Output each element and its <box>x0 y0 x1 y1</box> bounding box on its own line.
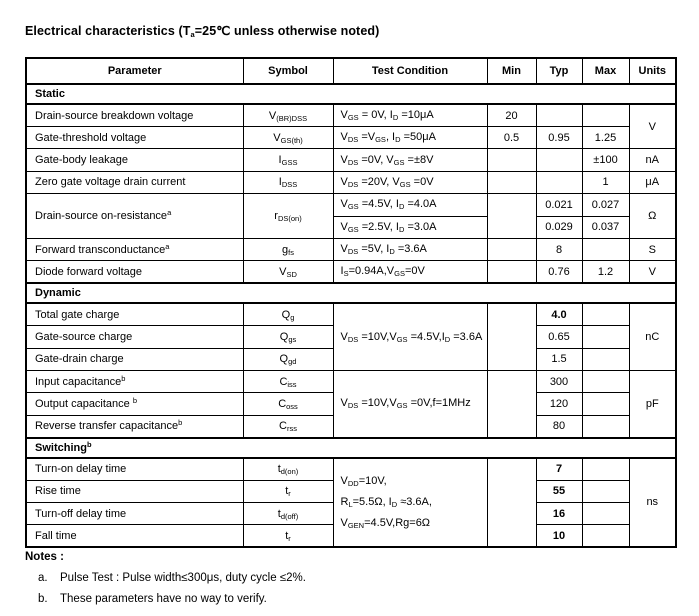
value-cell: 120 <box>536 393 582 415</box>
table-row <box>26 149 676 171</box>
value-cell <box>582 371 629 393</box>
value-cell <box>536 171 582 193</box>
value-cell: 1.2 <box>582 261 629 284</box>
symbol-cell: $V_{SD}$ <box>243 261 333 284</box>
param-cell: Total gate charge <box>26 303 243 325</box>
param-cell: Drain-source breakdown voltage <box>26 104 243 127</box>
table-row <box>26 261 676 284</box>
symbol-cell: $V_{GS(th)}$ <box>243 127 333 149</box>
value-cell: 0.65 <box>536 326 582 348</box>
param-cell: Reverse transfer capacitance$^b$ <box>26 415 243 437</box>
value-cell: 80 <box>536 415 582 437</box>
table-row <box>26 127 676 149</box>
notes-title: Notes : <box>25 551 64 563</box>
header-cell: Test Condition <box>333 58 487 84</box>
symbol-cell: $V_{(BR)DSS}$ <box>243 104 333 127</box>
symbol-cell: $C_{iss}$ <box>243 371 333 393</box>
header-cell: Max <box>582 58 629 84</box>
cond-cell: $V_{DS} =20V$, $V_{GS} =0V$ <box>333 171 487 193</box>
param-cell: Rise time <box>26 480 243 502</box>
symbol-cell: $r_{DS(on)}$ <box>243 194 333 239</box>
value-cell <box>582 502 629 524</box>
electrical-characteristics-table <box>25 57 677 548</box>
param-cell: Zero gate voltage drain current <box>26 171 243 193</box>
value-cell <box>536 104 582 127</box>
symbol-cell: $t_{d(off)}$ <box>243 502 333 524</box>
symbol-cell: $t_r$ <box>243 525 333 547</box>
header-cell: Typ <box>536 58 582 84</box>
symbol-cell: $C_{rss}$ <box>243 415 333 437</box>
param-cell: Input capacitance$^b$ <box>26 371 243 393</box>
value-cell <box>487 261 536 284</box>
value-cell: μA <box>629 171 676 193</box>
param-cell: Gate-drain charge <box>26 348 243 370</box>
value-cell: 0.95 <box>536 127 582 149</box>
value-cell <box>582 393 629 415</box>
value-cell: 8 <box>536 238 582 260</box>
value-cell: nA <box>629 149 676 171</box>
value-cell: 0.027 <box>582 194 629 216</box>
value-cell: 4.0 <box>536 303 582 325</box>
section-row <box>26 438 676 458</box>
section-label: Dynamic <box>26 283 676 303</box>
value-cell: 1 <box>582 171 629 193</box>
note-text: Pulse Test : Pulse width≤300μs, duty cycle ≤2%. <box>60 572 306 584</box>
value-cell <box>487 371 536 438</box>
cond-cell: $V_{DS} =10V,V_{GS} =0V,f=1MHz$ <box>333 371 487 438</box>
header-cell: Min <box>487 58 536 84</box>
value-cell <box>536 149 582 171</box>
table-row <box>26 104 676 127</box>
value-cell <box>487 194 536 239</box>
value-cell: 10 <box>536 525 582 547</box>
param-cell: Fall time <box>26 525 243 547</box>
value-cell <box>582 415 629 437</box>
symbol-cell: $C_{oss}$ <box>243 393 333 415</box>
value-cell <box>487 238 536 260</box>
value-cell: 7 <box>536 458 582 480</box>
value-cell: ±100 <box>582 149 629 171</box>
value-cell <box>582 303 629 325</box>
header-cell: Parameter <box>26 58 243 84</box>
section-row <box>26 84 676 104</box>
symbol-cell: $Q_g$ <box>243 303 333 325</box>
note-label: b. <box>38 593 48 605</box>
value-cell <box>487 458 536 548</box>
value-cell <box>582 348 629 370</box>
cond-cell: $V_{GS} = 0V$, $I_D =10\mu A$ <box>333 104 487 127</box>
page-title: Electrical characteristics ($T_a=25℃$ unless otherwise noted) <box>25 24 380 39</box>
value-cell: pF <box>629 371 676 438</box>
note-item-b <box>25 593 665 605</box>
cond-cell: $V_{GS} =4.5V$, $I_D =4.0A$ <box>333 194 487 216</box>
note-text: These parameters have no way to verify. <box>60 593 267 605</box>
param-cell: Diode forward voltage <box>26 261 243 284</box>
value-cell: S <box>629 238 676 260</box>
header-cell: Units <box>629 58 676 84</box>
value-cell: nC <box>629 303 676 370</box>
header-cell: Symbol <box>243 58 333 84</box>
value-cell: 0.037 <box>582 216 629 238</box>
table-row <box>26 238 676 260</box>
value-cell: V <box>629 104 676 149</box>
value-cell <box>487 303 536 370</box>
param-cell: Turn-on delay time <box>26 458 243 480</box>
cond-cell: $V_{DS} =5V$, $I_D =3.6A$ <box>333 238 487 260</box>
symbol-cell: $I_{GSS}$ <box>243 149 333 171</box>
value-cell: 0.029 <box>536 216 582 238</box>
param-cell: Gate-body leakage <box>26 149 243 171</box>
param-cell: Gate-threshold voltage <box>26 127 243 149</box>
symbol-cell: $t_r$ <box>243 480 333 502</box>
value-cell: ns <box>629 458 676 548</box>
symbol-cell: $Q_{gs}$ <box>243 326 333 348</box>
value-cell: 0.5 <box>487 127 536 149</box>
spec-table-body <box>26 58 676 547</box>
value-cell <box>582 458 629 480</box>
notes-section <box>25 551 665 605</box>
value-cell <box>582 326 629 348</box>
value-cell: 16 <box>536 502 582 524</box>
cond-cell: $V_{DS} =0V$, $V_{GS} =\pm 8V$ <box>333 149 487 171</box>
cond-cell: $V_{DS} =10V,V_{GS} =4.5V,I_D =3.6A$ <box>333 303 487 370</box>
value-cell: Ω <box>629 194 676 239</box>
value-cell <box>582 104 629 127</box>
table-row <box>26 303 676 325</box>
note-item-a <box>25 572 665 584</box>
param-cell: Output capacitance $^b$ <box>26 393 243 415</box>
table-row <box>26 194 676 216</box>
symbol-cell: $Q_{gd}$ <box>243 348 333 370</box>
value-cell: 1.5 <box>536 348 582 370</box>
note-label: a. <box>38 572 48 584</box>
param-cell: Gate-source charge <box>26 326 243 348</box>
value-cell: 0.76 <box>536 261 582 284</box>
table-row <box>26 171 676 193</box>
table-row <box>26 458 676 480</box>
value-cell: 1.25 <box>582 127 629 149</box>
value-cell <box>487 171 536 193</box>
cond-cell: $I_S=0.94A,V_{GS}=0V$ <box>333 261 487 284</box>
symbol-cell: $g_{fs}$ <box>243 238 333 260</box>
cond-cell: $V_{GS} =2.5V$, $I_D =3.0A$ <box>333 216 487 238</box>
value-cell <box>487 149 536 171</box>
value-cell: V <box>629 261 676 284</box>
section-label: Static <box>26 84 676 104</box>
cond-cell: $V_{DD}=10V$, $R_L=5.5\Omega$, $I_D \approx 3.6A$, $V_{GEN}=4.5V,Rg=6\Omega$ <box>333 458 487 548</box>
header-row <box>26 58 676 84</box>
value-cell <box>582 480 629 502</box>
value-cell: 55 <box>536 480 582 502</box>
symbol-cell: $t_{d(on)}$ <box>243 458 333 480</box>
section-label: Switching$^b$ <box>26 438 676 458</box>
param-cell: Forward transconductance$^a$ <box>26 238 243 260</box>
section-row <box>26 283 676 303</box>
symbol-cell: $I_{DSS}$ <box>243 171 333 193</box>
table-row <box>26 371 676 393</box>
value-cell <box>582 238 629 260</box>
value-cell: 0.021 <box>536 194 582 216</box>
param-cell: Drain-source on-resistance$^a$ <box>26 194 243 239</box>
value-cell: 20 <box>487 104 536 127</box>
value-cell: 300 <box>536 371 582 393</box>
value-cell <box>582 525 629 547</box>
param-cell: Turn-off delay time <box>26 502 243 524</box>
cond-cell: $V_{DS} =V_{GS}$, $I_D =50\mu A$ <box>333 127 487 149</box>
